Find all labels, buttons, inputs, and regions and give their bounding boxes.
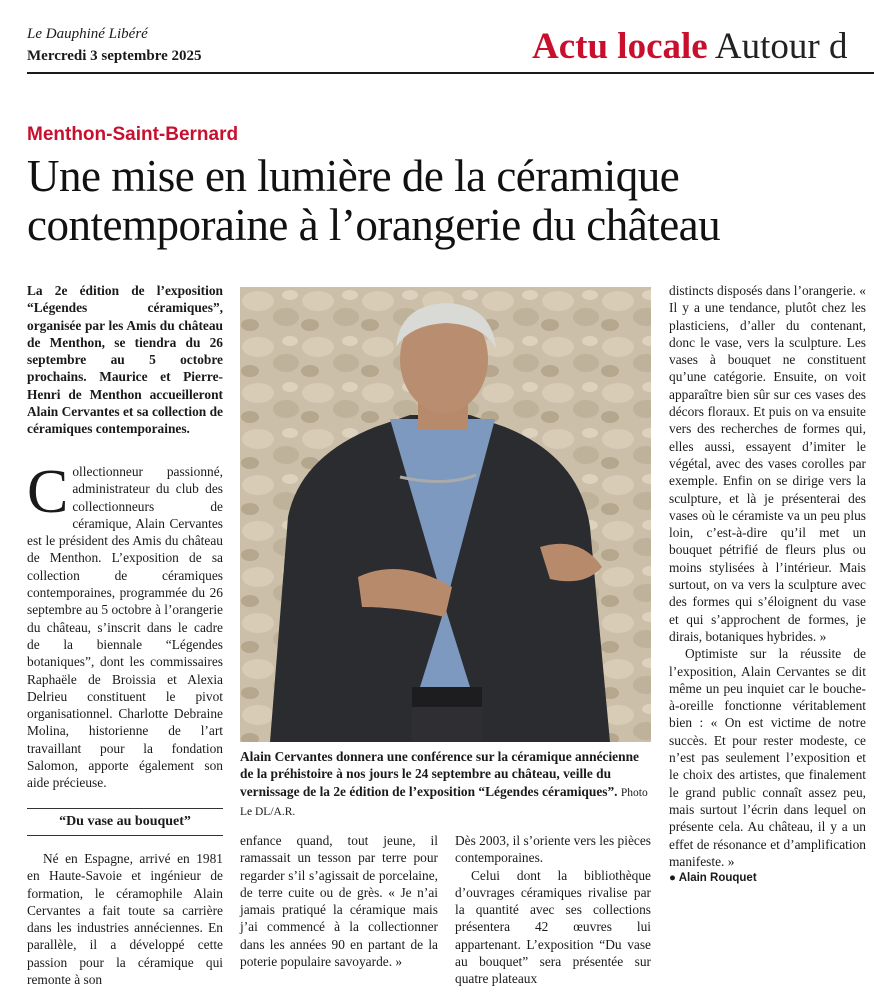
body-text-1: ollectionneur passionné, administrateur du club des collectionneurs de céramique, Alain Cervantes est le président des Amis du château de Menthon. L’exposition de sa collection de céramiques contemporaines, programmée du 26 septembre au 5 octobre à l’orangerie du château, s’inscrit dans le cadre de la biennale “Légendes botaniques”, dont les commissaires Raphaële de Broissia et Alexia Delrieu constituent le pivot organisationnel. Charlotte Debraine Molina, historienne de l’art travaillant pour la fondation Salomon, apporte également son aide précieuse.	[27, 464, 223, 791]
photo-caption	[240, 748, 651, 821]
body-column-3	[455, 832, 651, 988]
body-text-5b: Optimiste sur la réussite de l’exposition, Alain Cervantes se dit même un peu inquiet car le bouche-à-oreille fonctionne véritablement bien : « On est victime de notre succès. Et pour rester modeste, ce n’est pas seulement l’exposition et le choix des artistes, que finalement le grand public connaît assez peu, mais surtout l’écrin dans lequel on présente cela. Au château, il y a un effet de résonance et d’amplification manifeste. »	[669, 646, 866, 869]
newspaper-name: Le Dauphiné Libéré	[27, 26, 148, 42]
drop-cap: C	[27, 458, 69, 526]
publication-date: Mercredi 3 septembre 2025	[27, 48, 202, 64]
article-headline: Une mise en lumière de la céramique contemporaine à l’orangerie du château	[27, 151, 721, 250]
body-text-2: Né en Espagne, arrivé en 1981 en Haute-Savoie et ingénieur de formation, le céramophile Alain Cervantes a fait toute sa carrière dans les industries annéciennes. En parallèle, il a développé cette passion pour la céramique qui remonte à son	[27, 851, 223, 988]
body-column-1	[27, 458, 223, 792]
section-header	[532, 28, 848, 65]
body-column-2	[240, 832, 438, 970]
section-label: Actu locale	[532, 26, 708, 67]
author-signature: ● Alain Rouquet	[669, 872, 757, 885]
portrait-illustration	[240, 287, 651, 742]
article-photo	[240, 287, 651, 742]
body-text-4a: Dès 2003, il s’oriente vers les pièces contemporaines.	[455, 833, 651, 866]
section-sublabel: Autour d	[714, 26, 848, 67]
body-text-4b: Celui dont la bibliothèque d’ouvrages céramiques rivalise par la quantité avec ses collections présentera 42 œuvres lui appartenant. L’exposition “Du vase au bouquet” sera présentée sur quatre plateaux	[455, 867, 651, 987]
body-column-1b	[27, 850, 223, 988]
header-rule	[27, 72, 874, 74]
body-text-5a: distincts disposés dans l’orangerie. « Il y a une tendance, plutôt chez les plasticiens, d’aller du contenant, donc le vase, vers la sculpture. Les vases à bouquet ne constituent qu’une catégorie. Ensuite, on voit apparaître bien sûr sur ces vases des décors floraux. Et puis on va ensuite vers des recherches de formes qui, elles aussi, essayent d’imiter le végétal, avec des vases corolles par exemple. Enfin on se dirige vers la sculpture, et là je présenterai des vases où le céramiste va un peu plus loin, c’est-à-dire qu’il met un bouquet pétrifié de fleurs plus ou moins stylisées à l’intérieur. Mais surtout, on va vers la sculpture avec des formes qui s’éloignent du vase et qui s’approchent de formes, je dirais, botaniques hybrides. »	[669, 283, 866, 644]
body-text-3: enfance quand, tout jeune, il ramassait un tesson par terre pour regarder s’il s’agissait de porcelaine, de terre cuite ou de grès. « Je n’ai jamais pratiqué la céramique mais j’ai commencé à la collectionner dans les années 90 en partant de la poterie populaire savoyarde. »	[240, 833, 438, 970]
article-chapo: La 2e édition de l’exposition “Légendes céramiques”, organisée par les Amis du château de Menthon, se tiendra du 26 septembre au 5 octobre prochains. Maurice et Pierre-Henri de Menthon accueilleront Alain Cervantes et sa collection de céramiques contemporaines.	[27, 283, 223, 437]
caption-text: Alain Cervantes donnera une conférence sur la céramique annécienne de la préhistoire à nos jours le 24 septembre au château, veille du vernissage de la 2e édition de l’exposition “Légendes céramiques”.	[240, 749, 639, 799]
body-column-4	[669, 282, 866, 887]
article-subhead: “Du vase au bouquet”	[27, 808, 223, 836]
article-kicker: Menthon-Saint-Bernard	[27, 124, 239, 145]
photo-credit: Photo Le DL/A.R.	[240, 786, 648, 818]
